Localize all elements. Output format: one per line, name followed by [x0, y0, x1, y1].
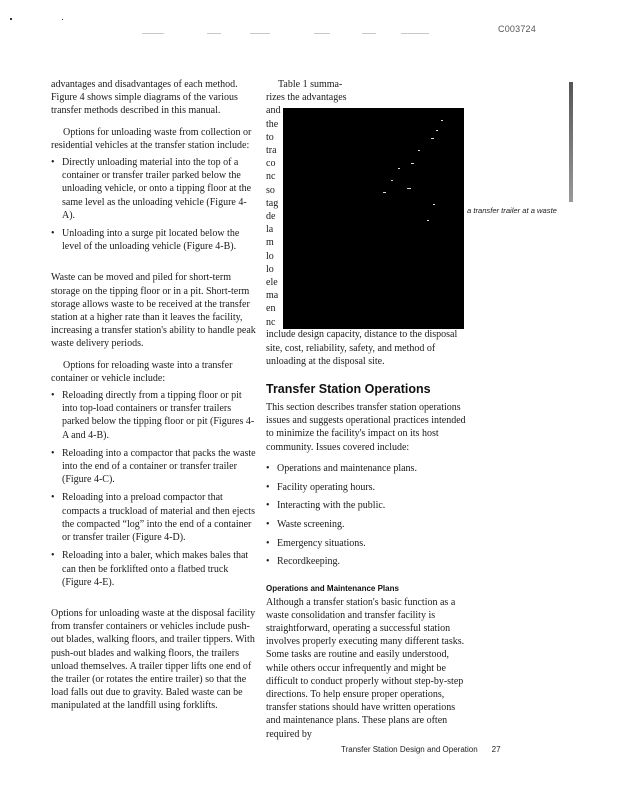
om-paragraph: Although a transfer station's basic function as a waste consolidation and transfer facility is straightforward, operating a successful station involves properly executing many different tasks. Some tasks are routine and easily understood, while others occur infrequently and might be difficult to conduct properly without step-by-step directions. To help ensure proper operations, transfer stations should have written operations and maintenance plans. These plans are often required by: [266, 596, 465, 740]
occluded-line-stubs: and the to tra co nc so tag de la m lo lo ele ma en nc: [266, 105, 281, 328]
bullet-icon: •: [266, 556, 270, 568]
list-item: • Reloading directly from a tipping floor or pit into top-load containers or transfer trailers parked below the tipping floor or pit (Figures 4-A and 4-B).: [51, 390, 255, 441]
bullet-icon: •: [266, 481, 270, 493]
left-column: [51, 78, 256, 713]
disposal-paragraph: Options for unloading waste at the disposal facility from transfer containers or vehicles include push-out blades, walking floors, and trailer tippers. With push-out blades and walking floors, the trailers unload themselves. A trailer tipper lifts one end of the trailer (or rotates the entire trailer) so that the load falls out due to gravity. Baled waste can be manipulated at the landfill using forklifts.: [51, 607, 256, 712]
issues-list: [266, 462, 470, 569]
list-item: • Waste screening.: [266, 518, 345, 530]
intro-paragraph: advantages and disadvantages of each method. Figure 4 shows simple diagrams of the various transfer methods described in this manual.: [51, 79, 238, 117]
list-item: • Facility operating hours.: [266, 481, 376, 493]
page-number: 27: [491, 745, 501, 754]
bullet-icon: •: [51, 447, 55, 459]
unloading-intro: Options for unloading waste from collection or residential vehicles at the transfer station include:: [51, 126, 252, 151]
list-item: • Unloading into a surge pit located below the level of the unloading vehicle (Figure 4-B).: [51, 228, 240, 253]
list-item: • Recordkeeping.: [266, 556, 341, 568]
footer-title: Transfer Station Design and Operation: [341, 745, 478, 754]
reloading-intro: Options for reloading waste into a transfer container or vehicle include:: [51, 359, 233, 384]
reloading-options-list: [51, 389, 256, 589]
bullet-icon: •: [51, 390, 55, 402]
bullet-icon: •: [266, 518, 270, 530]
bullet-icon: •: [51, 492, 55, 504]
photo-caption: a transfer trailer at a waste: [467, 206, 557, 215]
table-continuation: include design capacity, distance to the disposal site, cost, reliability, safety, and method of unloading at the disposal site.: [266, 329, 458, 367]
list-item: • Reloading into a baler, which makes bales that can then be forklifted onto a flatbed truck (Figure 4-E).: [51, 550, 249, 588]
bullet-icon: •: [266, 537, 270, 549]
photo-edge: [569, 82, 573, 202]
storage-paragraph: Waste can be moved and piled for short-term storage on the tipping floor or in a pit. Short-term storage allows waste to be received at the transfer station at a higher rate than it leaves the facility, increasing a transfer station's ability to handle peak waste delivery periods.: [51, 272, 256, 350]
list-item: • Operations and maintenance plans.: [266, 462, 417, 474]
list-item: • Reloading into a preload compactor that compacts a truckload of material and then ejects the compacted “log” into the end of a container or transfer trailer (Figure 4-D).: [51, 492, 255, 544]
list-item: • Directly unloading material into the top of a container or transfer trailer parked below the unloading vehicle, or onto a tipping floor at the same level as the unloading vehicle (Figure 4-A).: [51, 157, 252, 221]
bullet-icon: •: [266, 500, 270, 512]
page-footer: [341, 745, 501, 754]
section-heading: Transfer Station Operations: [266, 382, 431, 397]
bullet-icon: •: [266, 462, 270, 474]
document-id: C003724: [498, 24, 536, 34]
bullet-icon: •: [51, 550, 55, 562]
unloading-options-list: [51, 156, 256, 253]
bullet-icon: •: [51, 157, 55, 169]
list-item: • Emergency situations.: [266, 537, 366, 549]
list-item: • Reloading into a compactor that packs the waste into the end of a container or transfer trailer (Figure 4-C).: [51, 447, 256, 486]
subsection-heading: Operations and Maintenance Plans: [266, 583, 399, 593]
bullet-icon: •: [51, 228, 55, 240]
list-item: • Interacting with the public.: [266, 500, 386, 512]
dark-photo: [283, 108, 464, 329]
table-intro-fragment: Table 1 summa- rizes the advantages: [266, 79, 347, 104]
section-intro: This section describes transfer station operations issues and suggests operational practices intended to minimize the facility's impact on its host community. Issues covered include:: [266, 402, 466, 453]
